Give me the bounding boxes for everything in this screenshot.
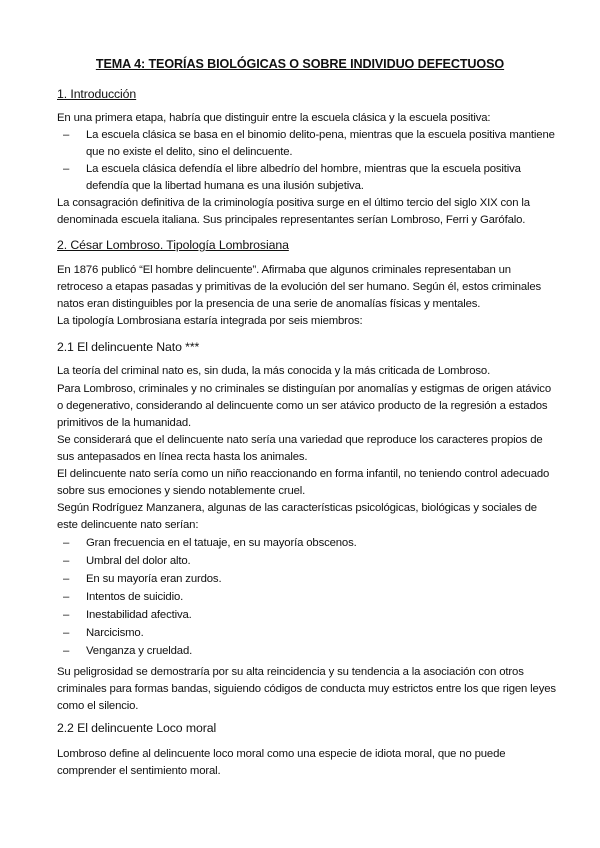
trait-text: Gran frecuencia en el tatuaje, en su mayoría obscenos.: [86, 537, 357, 549]
section-2-heading: 2. César Lombroso. Tipología Lombrosiana: [57, 238, 289, 252]
trait-item: [57, 535, 557, 552]
bullet-item: [57, 161, 557, 195]
trait-item: [57, 553, 557, 570]
section-2-1-paragraph-3: Se considerará que el delincuente nato sería una variedad que reproduce los caracteres propios de sus antepasados en línea recta hasta los animales.: [57, 434, 543, 463]
dash-bullet: –: [63, 573, 70, 585]
trait-item: [57, 571, 557, 588]
section-1-closing: La consagración definitiva de la criminología positiva surge en el último tercio del siglo XIX con la denominada escuela italiana. Sus principales representantes serían Lombroso, Ferri y Garófalo.: [57, 197, 530, 226]
trait-text: En su mayoría eran zurdos.: [86, 573, 222, 585]
trait-item: [57, 589, 557, 606]
dash-bullet: –: [63, 627, 70, 639]
trait-item: [57, 625, 557, 642]
section-1-intro: En una primera etapa, habría que distinguir entre la escuela clásica y la escuela positiva:: [57, 112, 491, 124]
section-2-1-paragraph-5: Según Rodríguez Manzanera, algunas de las características psicológicas, biológicas y sociales de este delincuente nato serían:: [57, 502, 537, 531]
dash-bullet: –: [63, 609, 70, 621]
dash-bullet: –: [63, 591, 70, 603]
trait-item: [57, 643, 557, 660]
section-2-1-paragraph-2: Para Lombroso, criminales y no criminales se distinguían por anomalías y estigmas de origen atávico o degenerativo, considerando al delincuente como un ser atávico producto de la regresión a estados primitivos de la humanidad.: [57, 383, 551, 429]
bullet-item: [57, 127, 557, 161]
dash-bullet: –: [63, 537, 70, 549]
document-title: TEMA 4: TEORÍAS BIOLÓGICAS O SOBRE INDIVIDUO DEFECTUOSO: [95, 57, 505, 71]
trait-text: Intentos de suicidio.: [86, 591, 184, 603]
section-2-1-paragraph-1: La teoría del criminal nato es, sin duda, la más conocida y la más criticada de Lombroso.: [57, 365, 491, 377]
dash-bullet: –: [63, 555, 70, 567]
bullet-text: La escuela clásica defendía el libre albedrío del hombre, mientras que la escuela positiva defendía que la libertad humana es una ilusión subjetiva.: [86, 163, 521, 192]
dash-bullet: –: [63, 645, 70, 657]
section-2-1-heading: 2.1 El delincuente Nato ***: [57, 340, 200, 354]
section-2-2-heading: 2.2 El delincuente Loco moral: [57, 721, 217, 735]
bullet-text: La escuela clásica se basa en el binomio delito-pena, mientras que la escuela positiva mantiene que no existe el delito, sino el delincuente.: [86, 129, 555, 158]
section-2-1-paragraph-6: Su peligrosidad se demostraría por su alta reincidencia y su tendencia a la asociación con otros criminales para formas bandas, siguiendo códigos de conducta muy estrictos entre los que rigen leyes como el silencio.: [57, 666, 556, 712]
trait-text: Venganza y crueldad.: [86, 645, 193, 657]
dash-bullet: –: [63, 129, 70, 141]
trait-text: Umbral del dolor alto.: [86, 555, 191, 567]
section-2-1-paragraph-4: El delincuente nato sería como un niño reaccionando en forma infantil, no teniendo control adecuado sobre sus emociones y siendo notablemente cruel.: [57, 468, 550, 497]
section-2-paragraph-2: La tipología Lombrosiana estaría integrada por seis miembros:: [57, 315, 363, 327]
section-2-paragraph-1: En 1876 publicó “El hombre delincuente”. Afirmaba que algunos criminales representaban un retroceso a etapas pasadas y primitivas de la evolución del ser humano. Según él, estos criminales natos eran distinguibles por la presencia de una serie de anomalías físicas y mentales.: [57, 264, 542, 310]
trait-item: [57, 607, 557, 624]
dash-bullet: –: [63, 163, 70, 175]
section-2-2-paragraph-1: Lombroso define al delincuente loco moral como una especie de idiota moral, que no puede comprender el sentimiento moral.: [57, 748, 506, 777]
section-1-heading: 1. Introducción: [57, 87, 137, 101]
trait-text: Inestabilidad afectiva.: [86, 609, 192, 621]
trait-text: Narcicismo.: [86, 627, 144, 639]
